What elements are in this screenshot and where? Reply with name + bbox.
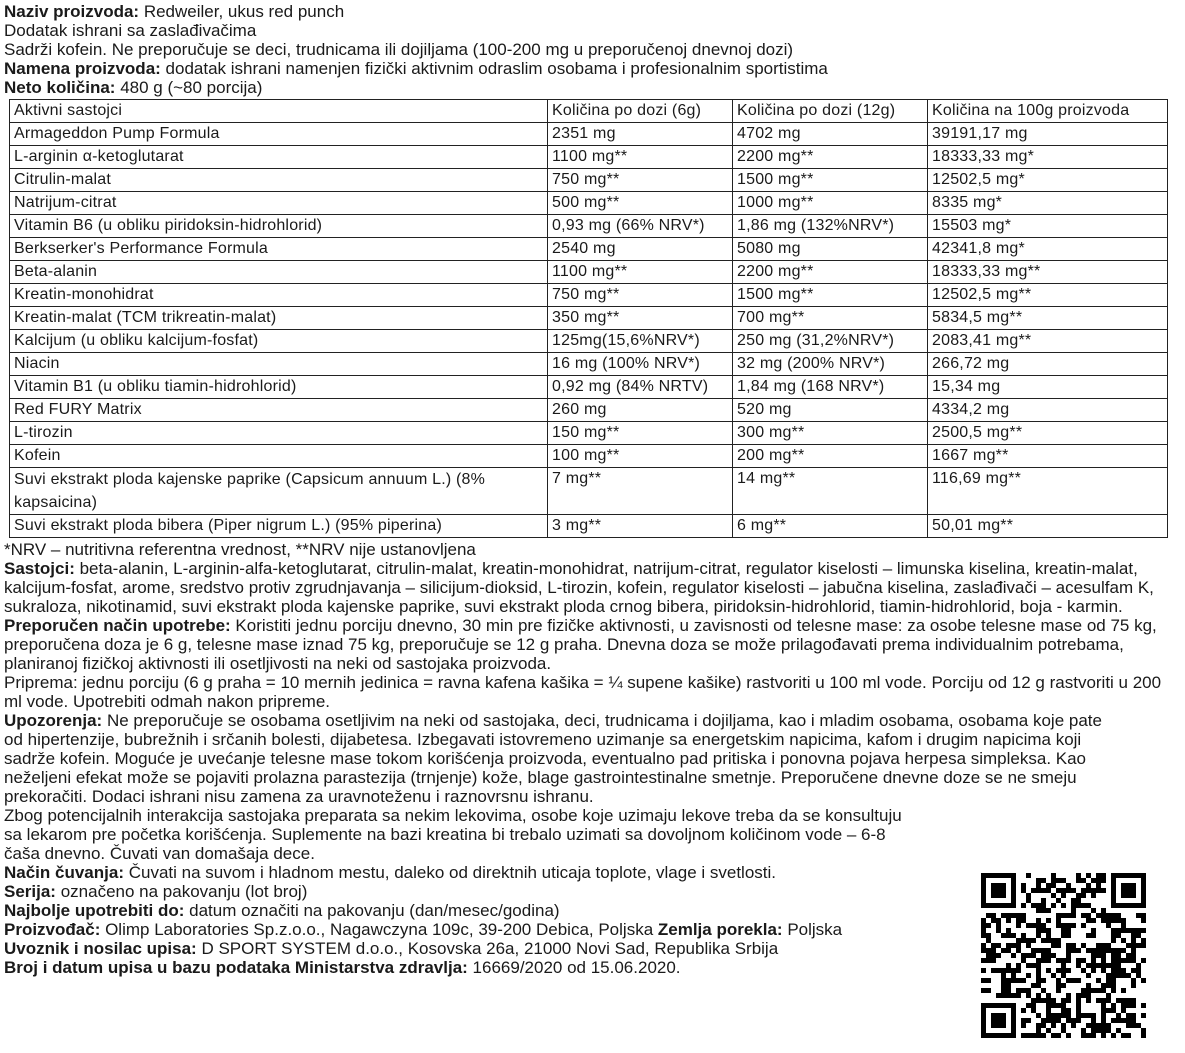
nutrition-table-body <box>10 100 1168 538</box>
table-cell: Kreatin-monohidrat <box>10 284 548 307</box>
storage-line: Način čuvanja: Čuvati na suvom i hladnom mestu, daleko od direktnih uticaja toplote, vlage i svetlosti. <box>4 863 777 882</box>
table-cell: 14 mg** <box>733 468 928 515</box>
usage-paragraph: Preporučen način upotrebe: Koristiti jednu porciju dnevno, 30 min pre fizičke aktivnosti, u zavisnosti od telesne mase: za osobe telesne mase od 75 kg, preporučena doza je 6 g, telesne mase iznad 75 kg, preporučuje se 12 g praha. Dnevna doza se može prilagođavati prema individualnim potrebama, planiranoj fizičkoj aktivnosti ili osetljivosti na neki od sastojaka proizvoda. <box>4 616 1157 673</box>
nutrition-table <box>9 99 1168 538</box>
table-row <box>10 399 1168 422</box>
table-cell: 750 mg** <box>548 284 733 307</box>
table-cell: 8335 mg* <box>928 192 1168 215</box>
table-cell: 50,01 mg** <box>928 515 1168 538</box>
warnings-paragraph: Upozorenja: Ne preporučuje se osobama osetljivim na neki od sastojaka, deci, trudnicama i dojiljama, kao i mladim osobama, osobama koje pate od hipertenzije, bubrežnih i srčanih bolesti, dijabetesa. Izbegavati istovremeno uzimanje sa energetskim napicima, kafom i drugim napicima koji sadrže kofein. Moguće je uvećanje telesne mase tokom korišćenja proizvoda, eventualno pad pritiska i ponovna pojava herpesa simpleksa. Kao neželjeni efekat može se pojaviti prolazna parastezija (trnjenje) kože, blage gastrointestinalne smetnje. Preporučene dnevne doze se ne smeju prekoračiti. Dodaci ishrani nisu zamena za uravnoteženu i raznovrsnu ishranu. <box>4 711 1102 806</box>
label-document <box>4 2 1179 977</box>
table-cell: 750 mg** <box>548 169 733 192</box>
table-cell: Citrulin-malat <box>10 169 548 192</box>
table-cell: 7 mg** <box>548 468 733 515</box>
table-cell: 2351 mg <box>548 123 733 146</box>
best-before-line: Najbolje upotrebiti do: datum označiti na pakovanju (dan/mesec/godina) <box>4 901 560 920</box>
table-cell: Berkserker's Performance Formula <box>10 238 548 261</box>
table-header-cell: Aktivni sastojci <box>10 100 548 123</box>
table-row <box>10 515 1168 538</box>
importer-line: Uvoznik i nosilac upisa: D SPORT SYSTEM d.o.o., Kosovska 26a, 21000 Novi Sad, Republika Srbija <box>4 939 779 958</box>
manufacturer-line: Proizvođač: Olimp Laboratories Sp.z.o.o., Nagawczyna 109c, 39-200 Debica, Poljska Zemlja porekla: Poljska <box>4 920 843 939</box>
table-cell: 100 mg** <box>548 445 733 468</box>
table-cell: 15503 mg* <box>928 215 1168 238</box>
table-cell: 1500 mg** <box>733 169 928 192</box>
table-cell: 5080 mg <box>733 238 928 261</box>
table-cell: 2500,5 mg** <box>928 422 1168 445</box>
table-cell: Natrijum-citrat <box>10 192 548 215</box>
table-cell: 2083,41 mg** <box>928 330 1168 353</box>
table-cell: 150 mg** <box>548 422 733 445</box>
table-cell: 350 mg** <box>548 307 733 330</box>
table-row <box>10 192 1168 215</box>
table-cell: Suvi ekstrakt ploda bibera (Piper nigrum L.) (95% piperina) <box>10 515 548 538</box>
table-cell: 1667 mg** <box>928 445 1168 468</box>
table-row <box>10 238 1168 261</box>
table-row <box>10 261 1168 284</box>
table-cell: 500 mg** <box>548 192 733 215</box>
table-cell: 12502,5 mg* <box>928 169 1168 192</box>
table-cell: Vitamin B1 (u obliku tiamin-hidrohlorid) <box>10 376 548 399</box>
table-row <box>10 422 1168 445</box>
table-row <box>10 284 1168 307</box>
table-cell: Vitamin B6 (u obliku piridoksin-hidrohlorid) <box>10 215 548 238</box>
table-cell: 0,93 mg (66% NRV*) <box>548 215 733 238</box>
qr-code-graphic <box>975 870 1153 1040</box>
table-cell: Red FURY Matrix <box>10 399 548 422</box>
table-cell: 32 mg (200% NRV*) <box>733 353 928 376</box>
table-cell: Suvi ekstrakt ploda kajenske paprike (Capsicum annuum L.) (8% kapsaicina) <box>10 468 548 515</box>
table-cell: L-arginin α-ketoglutarat <box>10 146 548 169</box>
table-row <box>10 215 1168 238</box>
table-cell: 5834,5 mg** <box>928 307 1168 330</box>
net-quantity-line: Neto količina: 480 g (~80 porcija) <box>4 78 263 97</box>
table-cell: 0,92 mg (84% NRTV) <box>548 376 733 399</box>
table-cell: 2200 mg** <box>733 261 928 284</box>
table-cell: 3 mg** <box>548 515 733 538</box>
table-cell: 42341,8 mg* <box>928 238 1168 261</box>
table-cell: 16 mg (100% NRV*) <box>548 353 733 376</box>
table-cell: 18333,33 mg* <box>928 146 1168 169</box>
table-header-cell: Količina po dozi (6g) <box>548 100 733 123</box>
table-header-row <box>10 100 1168 123</box>
table-cell: 260 mg <box>548 399 733 422</box>
table-cell: 250 mg (31,2%NRV*) <box>733 330 928 353</box>
table-cell: 1500 mg** <box>733 284 928 307</box>
table-row <box>10 376 1168 399</box>
table-cell: L-tirozin <box>10 422 548 445</box>
table-cell: 1100 mg** <box>548 146 733 169</box>
table-cell: 2200 mg** <box>733 146 928 169</box>
table-cell: 300 mg** <box>733 422 928 445</box>
footnote: *NRV – nutritivna referentna vrednost, **NRV nije ustanovljena <box>4 540 476 559</box>
ingredients-paragraph: Sastojci: beta-alanin, L-arginin-alfa-ketoglutarat, citrulin-malat, kreatin-monohidrat, natrijum-citrat, regulator kiselosti – limunska kiselina, kreatin-malat, kalcijum-fosfat, arome, sredstvo protiv zgrudnjavanja – silicijum-dioksid, L-tirozin, kofein, regulator kiselosti – jabučna kiselina, zaslađivači – acesulfam K, sukraloza, nikotinamid, suvi ekstrakt ploda kajenske paprike, suvi ekstrakt ploda crnog bibera, piridoksin-hidrohlorid, tiamin-hidrohlorid, boja - karmin. <box>4 559 1154 616</box>
table-cell: 125mg(15,6%NRV*) <box>548 330 733 353</box>
table-cell: 700 mg** <box>733 307 928 330</box>
product-name-line: Naziv proizvoda: Redweiler, ukus red punch <box>4 2 345 21</box>
table-cell: Beta-alanin <box>10 261 548 284</box>
table-row <box>10 353 1168 376</box>
table-cell: 6 mg** <box>733 515 928 538</box>
table-cell: 200 mg** <box>733 445 928 468</box>
table-cell: Kreatin-malat (TCM trikreatin-malat) <box>10 307 548 330</box>
table-cell: 1,84 mg (168 NRV*) <box>733 376 928 399</box>
table-cell: 4334,2 mg <box>928 399 1168 422</box>
table-cell: Niacin <box>10 353 548 376</box>
table-cell: 12502,5 mg** <box>928 284 1168 307</box>
table-row <box>10 123 1168 146</box>
batch-line: Serija: označeno na pakovanju (lot broj) <box>4 882 308 901</box>
table-row <box>10 169 1168 192</box>
table-cell: 266,72 mg <box>928 353 1168 376</box>
table-cell: 1100 mg** <box>548 261 733 284</box>
table-cell: 18333,33 mg** <box>928 261 1168 284</box>
table-cell: 15,34 mg <box>928 376 1168 399</box>
table-cell: 116,69 mg** <box>928 468 1168 515</box>
table-cell: 2540 mg <box>548 238 733 261</box>
table-cell: 4702 mg <box>733 123 928 146</box>
qr-code <box>975 870 1153 1040</box>
table-cell: 39191,17 mg <box>928 123 1168 146</box>
table-row <box>10 330 1168 353</box>
preparation-paragraph: Priprema: jednu porciju (6 g praha = 10 mernih jedinica = ravna kafena kašika = ¼ supene kašike) rastvoriti u 100 ml vode. Porciju od 12 g rastvoriti u 200 ml vode. Upotrebiti odmah nakon pripreme. <box>4 673 1162 711</box>
table-row <box>10 146 1168 169</box>
purpose-line: Namena proizvoda: dodatak ishrani namenjen fizički aktivnim odraslim osobama i profesionalnim sportistima <box>4 59 828 78</box>
table-header-cell: Količina po dozi (12g) <box>733 100 928 123</box>
subtitle: Dodatak ishrani sa zaslađivačima <box>4 21 257 40</box>
table-cell: Kalcijum (u obliku kalcijum-fosfat) <box>10 330 548 353</box>
table-cell: Kofein <box>10 445 548 468</box>
table-row <box>10 445 1168 468</box>
table-cell: Armageddon Pump Formula <box>10 123 548 146</box>
table-cell: 1000 mg** <box>733 192 928 215</box>
table-row <box>10 468 1168 515</box>
table-cell: 520 mg <box>733 399 928 422</box>
table-row <box>10 307 1168 330</box>
table-cell: 1,86 mg (132%NRV*) <box>733 215 928 238</box>
warnings-paragraph-2: Zbog potencijalnih interakcija sastojaka preparata sa nekim lekovima, osobe koje uzimaju lekove treba da se konsultuju sa lekarom pre početka korišćenja. Suplemente na bazi kreatina bi trebalo uzimati sa dovoljnom količinom vode – 6-8 čaša dnevno. Čuvati van domašaja dece. <box>4 806 902 863</box>
table-header-cell: Količina na 100g proizvoda <box>928 100 1168 123</box>
caffeine-note: Sadrži kofein. Ne preporučuje se deci, trudnicama ili dojiljama (100-200 mg u preporučenoj dnevnoj dozi) <box>4 40 794 59</box>
registry-line: Broj i datum upisa u bazu podataka Ministarstva zdravlja: 16669/2020 od 15.06.2020. <box>4 958 681 977</box>
